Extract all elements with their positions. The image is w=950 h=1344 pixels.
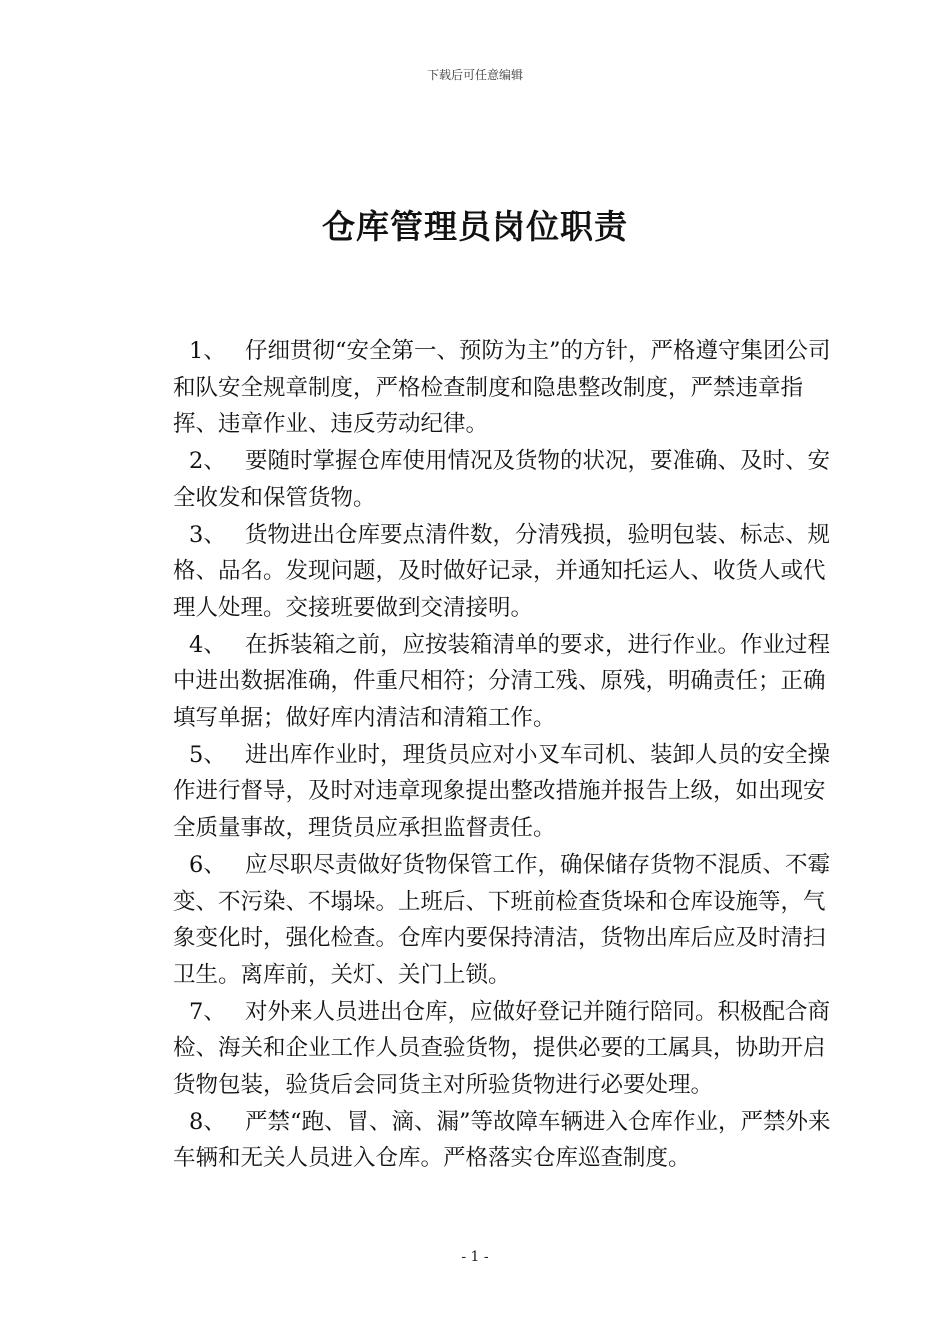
header-note: 下载后可任意编辑 — [426, 68, 523, 82]
item-number: 5、 — [189, 741, 226, 768]
item-text: 进出库作业时，理货员应对小叉车司机、装卸人员的安全操作进行督导，及时对违章现象提出整改措施并报告上级，如出现安全质量事故，理货员应承担监督责任。 — [173, 741, 831, 842]
item-text: 应尽职尽责做好货物保管工作，确保储存货物不混质、不霉变、不污染、不塌垛。上班后、下班前检查货垛和仓库设施等，气象变化时，强化检查。仓库内要保持清洁，货物出库后应及时清扫卫生。离库前，关灯、关门上锁。 — [173, 851, 831, 988]
item-number: 2、 — [189, 448, 226, 475]
document-body — [173, 333, 833, 1177]
duty-item — [173, 1104, 833, 1177]
item-number: 8、 — [189, 1108, 226, 1135]
page-title: 仓库管理员岗位职责 — [322, 207, 628, 246]
item-text: 仔细贯彻“安全第一、预防为主”的方针，严格遵守集团公司和队安全规章制度，严格检查制度和隐患整改制度，严禁违章指挥、违章作业、违反劳动纪律。 — [173, 338, 831, 438]
duty-item — [173, 994, 833, 1104]
page-number: - 1 - — [461, 1249, 489, 1265]
item-number: 4、 — [189, 631, 226, 658]
duty-item — [173, 517, 833, 627]
item-text: 严禁“跑、冒、滴、漏”等故障车辆进入仓库作业，严禁外来车辆和无关人员进入仓库。严格落实仓库巡查制度。 — [173, 1108, 831, 1172]
duty-item — [173, 847, 833, 994]
item-text: 要随时掌握仓库使用情况及货物的状况，要准确、及时、安全收发和保管货物。 — [173, 448, 831, 511]
item-number: 3、 — [189, 521, 226, 548]
duty-item — [173, 333, 833, 443]
item-number: 1、 — [189, 338, 226, 364]
duty-item — [173, 443, 833, 516]
item-number: 6、 — [189, 851, 226, 878]
item-text: 在拆装箱之前，应按装箱清单的要求，进行作业。作业过程中进出数据准确，件重尺相符；分清工残、原残，明确责任；正确填写单据；做好库内清洁和清箱工作。 — [173, 631, 831, 732]
item-text: 对外来人员进出仓库，应做好登记并随行陪同。积极配合商检、海关和企业工作人员查验货物，提供必要的工属具，协助开启货物包装，验货后会同货主对所验货物进行必要处理。 — [173, 998, 831, 1099]
item-text: 货物进出仓库要点清件数，分清残损，验明包装、标志、规格、品名。发现问题，及时做好记录，并通知托运人、收货人或代理人处理。交接班要做到交清接明。 — [173, 521, 831, 621]
item-number: 7、 — [189, 998, 226, 1025]
duty-item — [173, 737, 833, 847]
duty-item — [173, 627, 833, 737]
